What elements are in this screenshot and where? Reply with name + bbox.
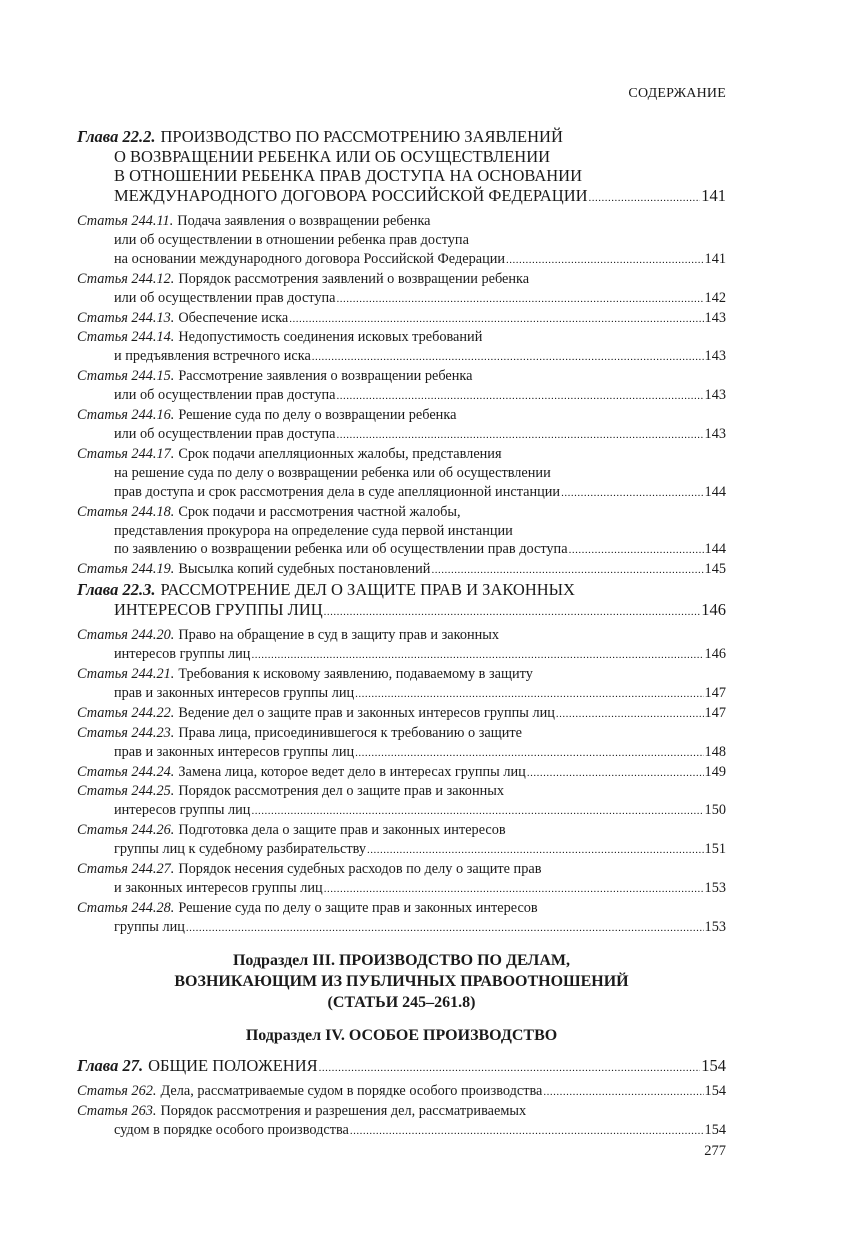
dot-leader (337, 426, 704, 445)
dot-leader (350, 1122, 704, 1141)
entry-title-line: Порядок рассмотрения заявлений о возвращении ребенка (178, 270, 530, 287)
dot-leader (561, 484, 703, 503)
entry-title-line: или об осуществлении прав доступа (114, 387, 336, 404)
entry-title-line: О ВОЗВРАЩЕНИИ РЕБЕНКА ИЛИ ОБ ОСУЩЕСТВЛЕНИИ (114, 146, 551, 166)
entry-title-line: В ОТНОШЕНИИ РЕБЕНКА ПРАВ ДОСТУПА НА ОСНОВАНИИ (114, 166, 582, 185)
chapter-label: Глава 22.3. (77, 580, 156, 600)
toc-article-entry[interactable] (77, 309, 726, 329)
entry-title-line: или об осуществлении прав доступа (114, 425, 336, 442)
entry-title-line: Ведение дел о защите прав и законных интересов группы лиц (178, 704, 555, 721)
dot-leader (312, 348, 704, 367)
entry-title-line: группы лиц (114, 918, 185, 935)
toc-article-entry[interactable] (77, 406, 726, 445)
article-label: Статья 244.14. (77, 329, 175, 346)
entry-page-number: 147 (704, 704, 726, 721)
entry-title-line: ОБЩИЕ ПОЛОЖЕНИЯ (148, 1055, 318, 1075)
toc-article-entry[interactable] (77, 821, 726, 860)
entry-title-line: на основании международного договора Российской Федерации (114, 250, 506, 267)
toc-article-entry[interactable] (77, 560, 726, 580)
running-head: СОДЕРЖАНИЕ (628, 86, 726, 101)
toc-article-entry[interactable] (77, 367, 726, 406)
entry-title-line: Решение суда по делу о защите прав и законных интересов (178, 899, 538, 916)
article-label: Статья 262. (77, 1083, 157, 1100)
entry-title-line: Порядок рассмотрения дел о защите прав и законных (178, 783, 505, 800)
article-label: Статья 244.21. (77, 666, 175, 683)
toc-chapter-entry[interactable] (77, 127, 726, 208)
entry-title-line: или об осуществлении прав доступа (114, 289, 336, 306)
entry-title-line: РАССМОТРЕНИЕ ДЕЛ О ЗАЩИТЕ ПРАВ И ЗАКОННЫХ (160, 580, 575, 600)
entry-title-line: Требования к исковому заявлению, подаваемому в защиту (178, 666, 533, 683)
entry-page-number: 150 (704, 802, 726, 819)
entry-title-line: Высылка копий судебных постановлений (178, 561, 431, 578)
entry-title-line: Решение суда по делу о возвращении ребенка (178, 407, 457, 424)
entry-title-line: по заявлению о возвращении ребенка или об осуществлении прав доступа (114, 541, 568, 558)
toc-article-entry[interactable] (77, 704, 726, 724)
toc-article-entry[interactable] (77, 328, 726, 367)
article-label: Статья 244.26. (77, 822, 175, 839)
toc-article-entry[interactable] (77, 665, 726, 704)
toc-article-entry[interactable] (77, 763, 726, 783)
article-label: Статья 244.13. (77, 309, 175, 326)
article-label: Статья 244.23. (77, 724, 175, 741)
article-label: Статья 244.25. (77, 783, 175, 800)
toc-chapter-entry[interactable] (77, 1056, 726, 1079)
article-label: Статья 244.15. (77, 368, 175, 385)
entry-title-line: Права лица, присоединившегося к требованию о защите (178, 724, 522, 741)
entry-title-line: прав и законных интересов группы лиц (114, 743, 355, 760)
article-label: Статья 244.16. (77, 407, 175, 424)
dot-leader (289, 310, 703, 329)
entry-page-number: 154 (704, 1083, 726, 1100)
entry-page-number: 141 (704, 250, 726, 267)
entry-title-line: Замена лица, которое ведет дело в интересах группы лиц (178, 763, 526, 780)
article-label: Статья 244.20. (77, 627, 175, 644)
entry-title-line: Порядок рассмотрения и разрешения дел, рассматриваемых (160, 1103, 527, 1120)
entry-title-line: и предъявления встречного иска (114, 348, 311, 365)
toc-article-entry[interactable] (77, 1082, 726, 1102)
entry-title-line: Подача заявления о возвращении ребенка (177, 213, 431, 229)
article-label: Статья 244.11. (77, 213, 174, 229)
entry-page-number: 153 (704, 880, 726, 896)
entry-title-line: Дела, рассматриваемые судом в порядке особого производства (160, 1083, 543, 1100)
toc-article-entry[interactable] (77, 782, 726, 821)
article-label: Статья 244.27. (77, 861, 175, 878)
dot-leader (367, 841, 704, 860)
article-label: Статья 244.17. (77, 445, 175, 462)
dot-leader (251, 646, 703, 665)
dot-leader (337, 290, 704, 309)
dot-leader (543, 1083, 703, 1102)
dot-leader (556, 705, 704, 724)
toc-article-entry[interactable] (77, 899, 726, 938)
subsection-heading (77, 1025, 726, 1046)
article-label: Статья 244.24. (77, 763, 175, 780)
dot-leader (186, 919, 704, 938)
entry-title-line: и законных интересов группы лиц (114, 880, 323, 896)
entry-page-number: 153 (704, 918, 726, 935)
entry-title-line: судом в порядке особого производства (114, 1122, 349, 1139)
entry-title-line: Недопустимость соединения исковых требований (178, 329, 483, 346)
entry-title-line: Право на обращение в суд в защиту прав и законных (178, 627, 500, 644)
entry-page-number: 154 (704, 1122, 726, 1139)
entry-title-line: представления прокурора на определение суда первой инстанции (114, 522, 513, 539)
dot-leader (324, 880, 704, 899)
entry-page-number: 141 (701, 185, 726, 205)
toc-article-entry[interactable] (77, 724, 726, 763)
dot-leader (506, 251, 704, 270)
toc-article-entry[interactable] (77, 270, 726, 309)
entry-title-line: Обеспечение иска (178, 309, 289, 326)
entry-page-number: 147 (704, 684, 726, 701)
dot-leader (589, 189, 701, 209)
dot-leader (324, 603, 701, 623)
entry-title-line: или об осуществлении в отношении ребенка прав доступа (114, 231, 469, 248)
toc-article-entry[interactable] (77, 860, 726, 899)
entry-title-line: интересов группы лиц (114, 802, 251, 819)
page-number: 277 (704, 1143, 726, 1159)
toc-article-entry[interactable] (77, 1102, 726, 1141)
dot-leader (527, 764, 704, 783)
dot-leader (251, 802, 703, 821)
entry-page-number: 145 (704, 561, 726, 578)
table-of-contents (77, 127, 726, 1141)
entry-page-number: 143 (704, 309, 726, 326)
entry-page-number: 146 (701, 599, 726, 619)
entry-title-line: МЕЖДУНАРОДНОГО ДОГОВОРА РОССИЙСКОЙ ФЕДЕРАЦИИ (114, 185, 588, 205)
dot-leader (337, 387, 704, 406)
entry-title-line: Срок подачи апелляционных жалобы, представления (178, 445, 502, 462)
entry-title-line: интересов группы лиц (114, 646, 251, 663)
entry-page-number: 148 (704, 743, 726, 760)
article-label: Статья 244.19. (77, 561, 175, 578)
article-label: Статья 244.28. (77, 899, 175, 916)
entry-page-number: 146 (704, 646, 726, 663)
subsection-heading-line: (СТАТЬИ 245–261.8) (327, 993, 476, 1011)
entry-page-number: 143 (704, 425, 726, 442)
entry-title-line: на решение суда по делу о возвращении ребенка или об осуществлении (114, 464, 551, 481)
entry-page-number: 154 (701, 1055, 726, 1075)
entry-title-line: Рассмотрение заявления о возвращении ребенка (178, 368, 473, 385)
entry-title-line: Подготовка дела о защите прав и законных интересов (178, 822, 506, 839)
chapter-label: Глава 22.2. (77, 127, 156, 146)
article-label: Статья 244.22. (77, 704, 175, 721)
toc-article-entry[interactable] (77, 212, 726, 270)
dot-leader (431, 561, 703, 580)
entry-title-line: Срок подачи и рассмотрения частной жалобы, (178, 503, 461, 520)
toc-article-entry[interactable] (77, 626, 726, 665)
entry-title-line: ПРОИЗВОДСТВО ПО РАССМОТРЕНИЮ ЗАЯВЛЕНИЙ (160, 127, 563, 146)
entry-title-line: Порядок несения судебных расходов по делу о защите прав (178, 861, 542, 878)
article-label: Статья 263. (77, 1103, 157, 1120)
entry-page-number: 144 (704, 483, 726, 500)
dot-leader (355, 685, 703, 704)
toc-chapter-entry[interactable] (77, 580, 726, 622)
dot-leader (319, 1059, 701, 1079)
entry-title-line: ИНТЕРЕСОВ ГРУППЫ ЛИЦ (114, 599, 323, 619)
entry-title-line: прав и законных интересов группы лиц (114, 684, 355, 701)
entry-page-number: 144 (704, 541, 726, 558)
subsection-heading-line: Подраздел III. ПРОИЗВОДСТВО ПО ДЕЛАМ, (232, 951, 571, 969)
entry-page-number: 143 (704, 348, 726, 365)
entry-page-number: 149 (704, 763, 726, 780)
dot-leader (569, 541, 704, 560)
chapter-label: Глава 27. (77, 1055, 144, 1075)
entry-page-number: 142 (704, 289, 726, 306)
entry-page-number: 143 (704, 387, 726, 404)
article-label: Статья 244.18. (77, 503, 175, 520)
toc-article-entry[interactable] (77, 503, 726, 561)
article-label: Статья 244.12. (77, 270, 175, 287)
entry-title-line: прав доступа и срок рассмотрения дела в суде апелляционной инстанции (114, 483, 561, 500)
dot-leader (355, 744, 703, 763)
subsection-heading-line: Подраздел IV. ОСОБОЕ ПРОИЗВОДСТВО (245, 1026, 558, 1044)
toc-article-entry[interactable] (77, 445, 726, 503)
subsection-heading (77, 950, 726, 1013)
entry-page-number: 151 (704, 841, 726, 858)
entry-title-line: группы лиц к судебному разбирательству (114, 841, 367, 858)
subsection-heading-line: ВОЗНИКАЮЩИМ ИЗ ПУБЛИЧНЫХ ПРАВООТНОШЕНИЙ (174, 972, 629, 990)
